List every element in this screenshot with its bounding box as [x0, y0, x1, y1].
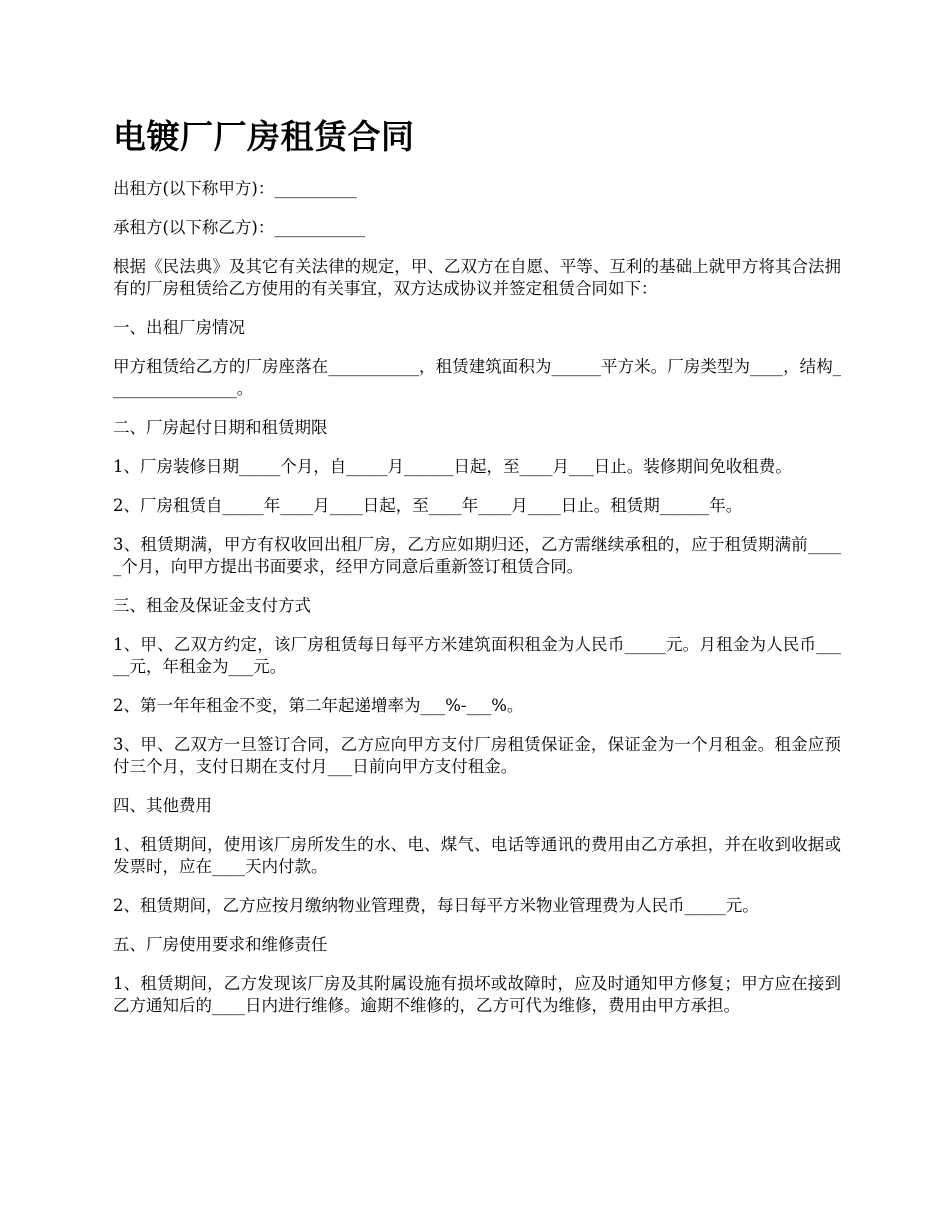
party-a-line: 出租方(以下称甲方)：__________	[113, 179, 357, 198]
clause-paragraph: 3、租赁期满，甲方有权收回出租厂房，乙方应如期归还，乙方需继续承租的，应于租赁期满前_____个月，向甲方提出书面要求，经甲方同意后重新签订租赁合同。	[113, 535, 841, 576]
section-heading-1: 一、出租厂房情况	[113, 318, 245, 337]
clause-paragraph: 1、租赁期间，使用该厂房所发生的水、电、煤气、电话等通讯的费用由乙方承担，并在收到收据或发票时，应在____天内付款。	[113, 835, 841, 876]
clause-paragraph: 甲方租赁给乙方的厂房座落在___________，租赁建筑面积为______平方米。厂房类型为____，结构________________。	[113, 357, 841, 398]
document-title: 电镀厂厂房租赁合同	[113, 117, 415, 156]
party-b-line: 承租方(以下称乙方)：___________	[113, 218, 366, 237]
clause-paragraph: 3、甲、乙双方一旦签订合同，乙方应向甲方支付厂房租赁保证金，保证金为一个月租金。租金应预付三个月，支付日期在支付月___日前向甲方支付租金。	[113, 735, 841, 776]
clause-paragraph: 1、租赁期间，乙方发现该厂房及其附属设施有损坏或故障时，应及时通知甲方修复；甲方应在接到乙方通知后的____日内进行维修。逾期不维修的，乙方可代为维修，费用由甲方承担。	[113, 974, 841, 1015]
section-heading-2: 二、厂房起付日期和租赁期限	[113, 418, 328, 437]
clause-paragraph: 2、厂房租赁自_____年____月____日起，至____年____月____日止。租赁期______年。	[113, 496, 743, 515]
document-page	[113, 112, 841, 1034]
clause-paragraph: 2、第一年年租金不变，第二年起递增率为___%-___%。	[113, 696, 524, 715]
preamble-paragraph: 根据《民法典》及其它有关法律的规定，甲、乙双方在自愿、平等、互利的基础上就甲方将其合法拥有的厂房租赁给乙方使用的有关事宜，双方达成协议并签定租赁合同如下：	[113, 257, 841, 298]
clause-paragraph: 1、厂房装修日期_____个月，自_____月______日起，至____月___日止。装修期间免收租费。	[113, 457, 792, 476]
clause-paragraph: 2、租赁期间，乙方应按月缴纳物业管理费，每日每平方米物业管理费为人民币_____元。	[113, 896, 759, 915]
clause-paragraph: 1、甲、乙双方约定，该厂房租赁每日每平方米建筑面积租金为人民币_____元。月租金为人民币_____元，年租金为___元。	[113, 635, 841, 676]
section-heading-3: 三、租金及保证金支付方式	[113, 596, 311, 615]
section-heading-5: 五、厂房使用要求和维修责任	[113, 935, 328, 954]
section-heading-4: 四、其他费用	[113, 796, 212, 815]
